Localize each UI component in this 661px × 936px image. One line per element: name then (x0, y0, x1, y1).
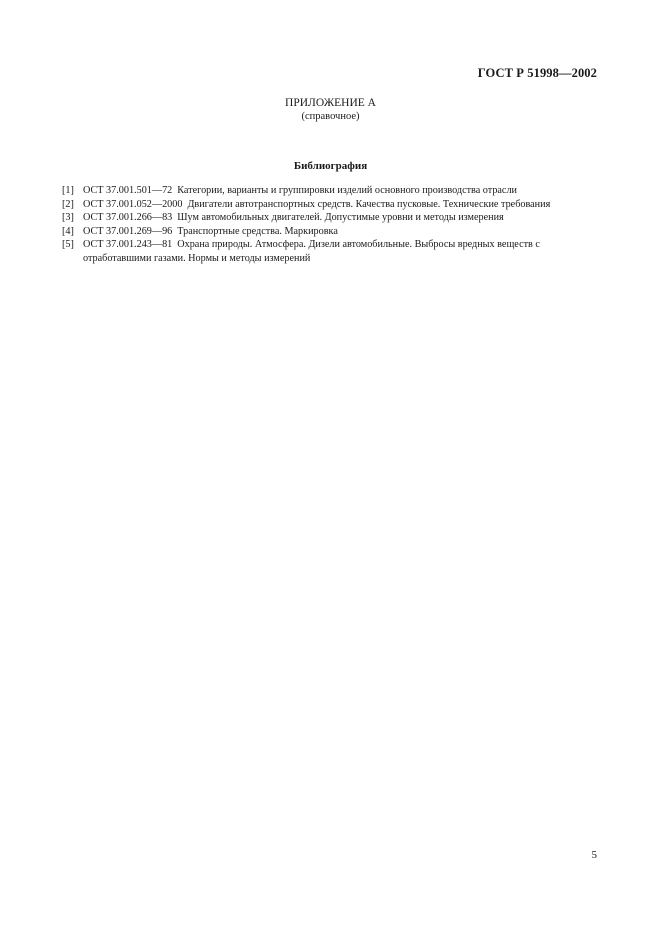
reference-text: Охрана природы. Атмосфера. Дизели автомобильные. Выбросы вредных веществ с отработавшими газами. Нормы и методы измерений (83, 239, 540, 264)
bibliography-item (62, 184, 602, 198)
reference-code: ОСТ 37.001.243—81 (83, 239, 173, 250)
reference-number: [3] (62, 212, 74, 223)
appendix-heading (0, 96, 661, 124)
document-code: ГОСТ Р 51998—2002 (477, 66, 597, 80)
reference-number: [2] (62, 198, 74, 210)
reference-text: Транспортные средства. Маркировка (177, 225, 338, 237)
reference-code: ОСТ 37.001.052—2000 (83, 198, 183, 210)
reference-code: ОСТ 37.001.269—96 (83, 225, 173, 237)
appendix-title: ПРИЛОЖЕНИЕ А (285, 97, 376, 109)
page-number: 5 (591, 849, 597, 861)
bibliography-item (62, 238, 602, 265)
reference-text: Категории, варианты и группировки изделий основного производства отрасли (177, 185, 517, 196)
reference-code: ОСТ 37.001.266—83 (83, 212, 173, 223)
reference-number: [4] (62, 225, 74, 237)
bibliography-item (62, 198, 602, 212)
appendix-subtitle: (справочное) (301, 111, 360, 122)
bibliography-item (62, 225, 602, 239)
reference-text: Двигатели автотранспортных средств. Качества пусковые. Технические требования (187, 198, 551, 210)
reference-number: [1] (62, 185, 74, 196)
reference-text: Шум автомобильных двигателей. Допустимые уровни и методы измерения (177, 212, 504, 223)
bibliography-title: Библиография (293, 160, 368, 172)
reference-code: ОСТ 37.001.501—72 (83, 185, 173, 196)
bibliography-item (62, 211, 602, 225)
bibliography-list (62, 184, 602, 265)
reference-number: [5] (62, 239, 74, 250)
